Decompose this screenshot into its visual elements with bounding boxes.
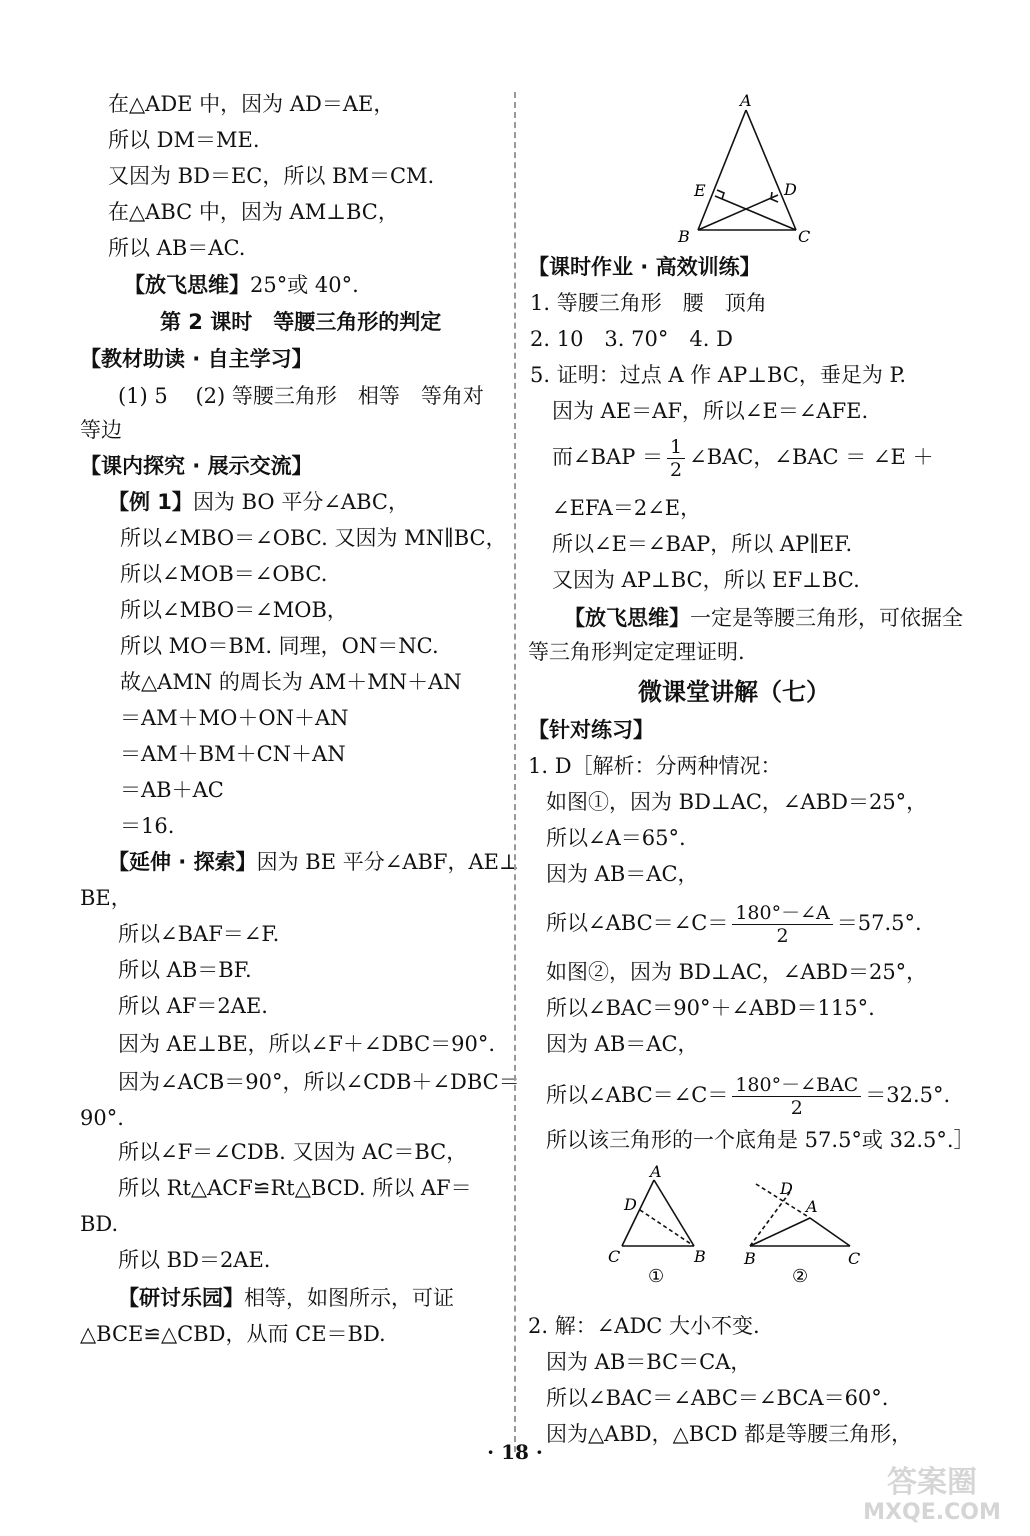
text-line: 所以 AB＝BF. [118,958,252,982]
vertex-label: D [784,180,797,199]
text-line: ＝16. [120,814,175,838]
text-line: ＝AM＋MO＋ON＋AN [120,706,349,730]
fraction-denominator: 2 [670,459,683,481]
fraction-line [546,1074,950,1119]
text-line: 5. 证明：过点 A 作 AP⊥BC，垂足为 P. [530,363,907,387]
text-line: 所以 AB＝AC. [108,236,246,260]
vertex-label: B [678,227,690,246]
fraction-line [552,436,934,481]
text-line: 一定是等腰三角形，可依据全 [690,606,963,630]
fraction-denominator: 2 [790,1097,803,1119]
text-line: 90°. [80,1106,124,1130]
text-line: 2. 10 3. 70° 4. D [530,327,733,351]
text-line: 所以∠E＝∠BAP，所以 AP∥EF. [552,532,853,556]
text-line: 25°或 40°. [250,273,359,297]
column-divider [514,92,516,1452]
text-fragment: 所以∠ABC＝∠C＝ [546,1083,729,1107]
isosceles-triangle-figure [668,92,868,252]
section-title: 微课堂讲解（七） [638,678,830,706]
text-line: 因为 AB＝BC＝CA， [546,1350,752,1374]
text-line: 所以∠MOB＝∠OBC. [120,562,328,586]
text-line: 所以 AF＝2AE. [118,994,268,1018]
vertex-label: D [780,1179,793,1198]
watermark-url: MXQE.COM [863,1500,1001,1525]
text-line: 所以 BD＝2AE. [118,1248,271,1272]
text-line: 所以∠F＝∠CDB. 又因为 AC＝BC， [118,1140,468,1164]
text-fragment: ＝57.5°. [836,911,922,935]
vertex-label: A [650,1164,662,1181]
section-label: 【放飞思维】 [564,606,690,630]
section-label: 【研讨乐园】 [118,1286,244,1310]
vertex-label: D [624,1195,637,1214]
vertex-label: E [694,181,706,200]
fraction [732,902,832,947]
text-fragment: ＝32.5°. [865,1083,951,1107]
figure-caption: ① [648,1266,665,1287]
text-line: 故△AMN 的周长为 AM＋MN＋AN [120,670,462,694]
text-line: 所以∠MBO＝∠OBC. 又因为 MN∥BC， [120,526,507,550]
text-line: 2. 解：∠ADC 大小不变. [528,1314,760,1338]
section-label: 【课时作业 · 高效训练】 [528,255,761,279]
fraction-numerator: 180°－∠BAC [732,1074,861,1097]
fraction-numerator: 1 [667,436,685,459]
text-line: 又因为 AP⊥BC，所以 EF⊥BC. [552,568,860,592]
fraction-numerator: 180°－∠A [732,902,832,925]
figure-caption: ② [792,1266,809,1287]
fraction [667,436,685,481]
text-line: 在△ABC 中，因为 AM⊥BC， [108,200,399,224]
vertex-label: C [798,227,811,246]
text-line: 因为∠ACB＝90°，所以∠CDB＋∠DBC＝ [118,1070,520,1094]
text-line: BE， [80,886,132,910]
watermark [842,1466,1022,1532]
text-line: 因为 BE 平分∠ABF，AE⊥ [256,850,519,874]
yantao-line [118,1284,454,1312]
section-label: 【教材助读 · 自主学习】 [80,347,313,371]
fraction [732,1074,861,1119]
text-line: 所以∠BAC＝90°＋∠ABD＝115°. [546,996,875,1020]
text-line: 在△ADE 中，因为 AD＝AE， [108,92,395,116]
vertex-label: A [740,92,752,110]
text-line: 所以 MO＝BM. 同理，ON＝NC. [120,634,439,658]
text-line: 所以∠BAC＝∠ABC＝∠BCA＝60°. [546,1386,889,1410]
text-fragment: 所以∠ABC＝∠C＝ [546,911,729,935]
text-line: BD. [80,1212,119,1236]
fangfei-line [564,604,963,632]
section-label: 【课内探究 · 展示交流】 [80,454,313,478]
text-line: 因为△ABD，△BCD 都是等腰三角形， [546,1422,913,1446]
text-line: 因为 AE⊥BE，所以∠F＋∠DBC＝90°. [118,1032,496,1056]
text-line: (1) 5 (2) 等腰三角形 相等 等角对 [118,384,484,408]
text-line: 等边 [80,418,122,442]
text-line: ＝AM＋BM＋CN＋AN [120,742,346,766]
text-line: 如图①，因为 BD⊥AC，∠ABD＝25°， [546,790,928,814]
text-line: △BCE≌△CBD，从而 CE＝BD. [80,1322,386,1346]
text-line: 1. D［解析：分两种情况： [528,754,782,778]
text-fragment: 而∠BAP ＝ [552,445,663,469]
vertex-label: B [744,1249,756,1268]
text-line: 因为 AB＝AC， [546,1032,699,1056]
text-line: 因为 AB＝AC， [546,862,699,886]
fraction-denominator: 2 [776,925,789,947]
extension-line [108,848,519,876]
text-line: 所以∠A＝65°. [546,826,686,850]
text-line: 又因为 BD＝EC，所以 BM＝CM. [108,164,435,188]
triangle-figure-1 [602,1164,712,1288]
text-line: 1. 等腰三角形 腰 顶角 [530,291,767,315]
fraction-line [546,902,922,947]
text-line: ∠EFA＝2∠E， [552,496,702,520]
example-line [108,488,409,516]
vertex-label: C [848,1249,861,1268]
fangfei-line [124,271,359,299]
example-label: 【例 1】 [108,490,193,514]
section-label: 【针对练习】 [528,718,654,742]
text-line: 因为 BO 平分∠ABC， [192,490,409,514]
text-line: 等三角形判定定理证明. [528,640,745,664]
section-label: 【放飞思维】 [124,273,250,297]
text-line: 所以 Rt△ACF≌Rt△BCD. 所以 AF＝ [118,1176,472,1200]
vertex-label: B [694,1247,706,1266]
text-line: 因为 AE＝AF，所以∠E＝∠AFE. [552,399,869,423]
watermark-title: 答案圈 [887,1465,977,1500]
vertex-label: A [806,1197,818,1216]
triangle-figure-2 [740,1178,870,1288]
lesson-title: 第 2 课时 等腰三角形的判定 [160,310,442,334]
text-line: 所以∠BAF＝∠F. [118,922,280,946]
section-label: 【延伸 · 探索】 [108,850,257,874]
text-line: ＝AB＋AC [120,778,224,802]
text-line: 相等，如图所示，可证 [244,1286,454,1310]
text-line: 所以该三角形的一个底角是 57.5°或 32.5°.］ [546,1128,975,1152]
text-line: 所以 DM＝ME. [108,128,260,152]
vertex-label: C [608,1247,621,1266]
text-line: 如图②，因为 BD⊥AC，∠ABD＝25°， [546,960,928,984]
text-fragment: ∠BAC，∠BAC ＝ ∠E ＋ [689,445,934,469]
text-line: 所以∠MBO＝∠MOB， [120,598,348,622]
page-number: · 18 · [487,1440,543,1464]
